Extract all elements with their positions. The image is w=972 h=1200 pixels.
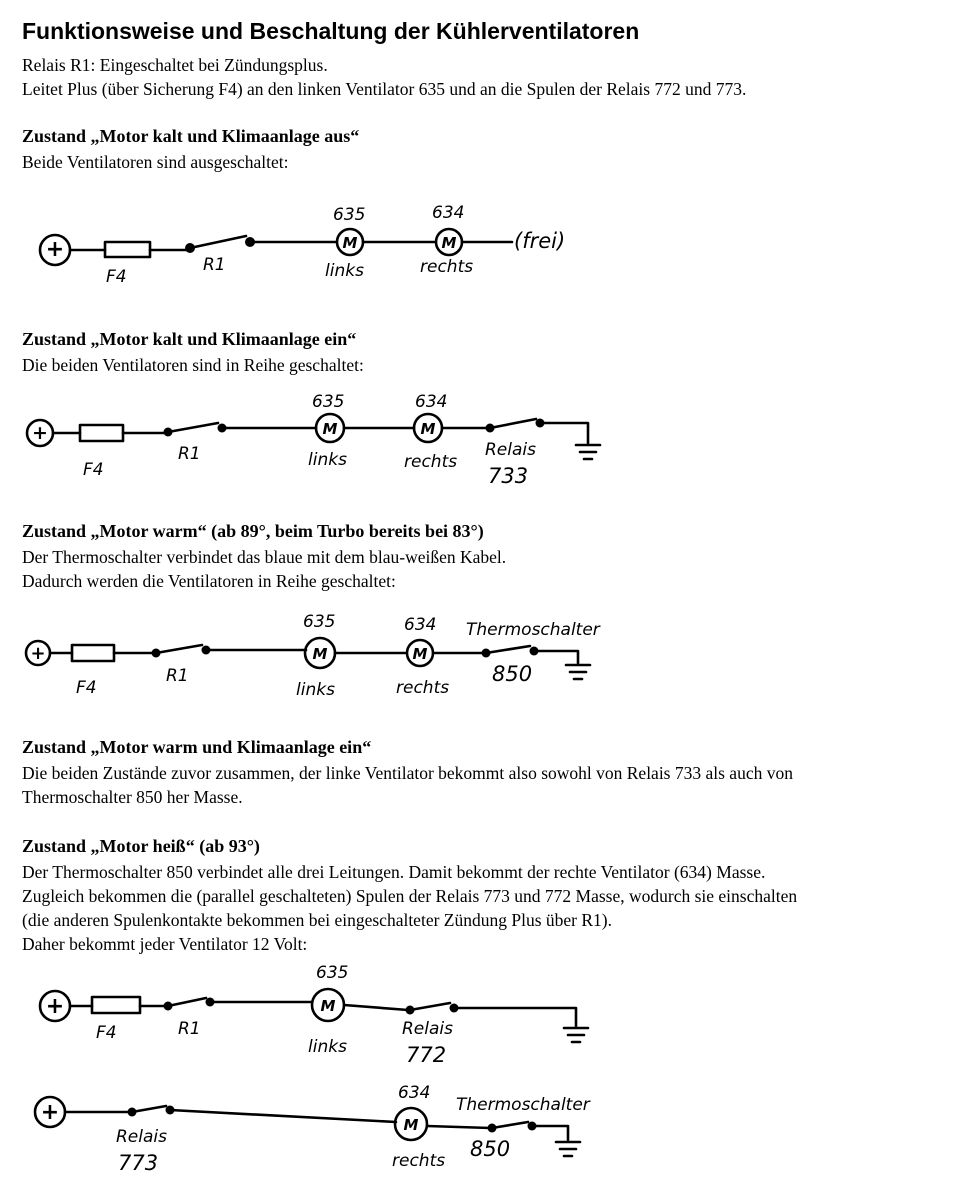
motor-symbol: M — [441, 234, 457, 252]
relais-733-label: 733 — [488, 464, 529, 488]
circuit-diagram-hot-right — [0, 1080, 972, 1200]
ground-icon — [576, 445, 600, 459]
fan-left-label: links — [308, 450, 347, 470]
fan-635-label: 635 — [303, 612, 336, 632]
section-text: Beide Ventilatoren sind ausgeschaltet: — [22, 152, 289, 172]
fan-right-label: rechts — [392, 1151, 446, 1171]
thermoswitch-label: Thermoschalter — [456, 1095, 590, 1115]
thermoswitch-icon — [492, 1122, 528, 1128]
relay-switch-icon — [190, 236, 246, 248]
fan-right-label: rechts — [396, 678, 450, 698]
motor-symbol: M — [312, 645, 328, 663]
relais-label: Relais — [485, 440, 536, 460]
fuse-label: F4 — [83, 460, 104, 480]
intro-line-2: Leitet Plus (über Sicherung F4) an den linken Ventilator 635 und an die Spulen der Relais 772 und 773. — [22, 79, 747, 99]
motor-symbol: M — [342, 234, 358, 252]
circuit-diagram-cold-ac-on — [0, 385, 972, 495]
thermo-850-label: 850 — [492, 662, 533, 686]
section-heading-cold-ac-off: Zustand „Motor kalt und Klimaanlage aus“ — [22, 126, 360, 146]
ground-icon — [564, 1028, 588, 1042]
section-text: Thermoschalter 850 her Masse. — [22, 787, 243, 807]
fan-left-label: links — [296, 680, 335, 700]
plus-symbol: + — [32, 422, 48, 444]
plus-symbol: + — [45, 237, 65, 262]
motor-symbol: M — [412, 645, 428, 663]
fuse-icon — [72, 645, 114, 661]
section-heading-hot: Zustand „Motor heiß“ (ab 93°) — [22, 836, 260, 856]
section-text: Der Thermoschalter verbindet das blaue mit dem blau-weißen Kabel. — [22, 547, 507, 567]
intro-line-1: Relais R1: Eingeschaltet bei Zündungsplus. — [22, 55, 328, 75]
relay-r1-label: R1 — [166, 666, 189, 686]
fuse-label: F4 — [96, 1023, 117, 1043]
plus-symbol: + — [45, 994, 65, 1019]
circuit-diagram-hot-left — [0, 960, 972, 1070]
section-heading-warm-ac-on: Zustand „Motor warm und Klimaanlage ein“ — [22, 737, 372, 757]
plus-symbol: + — [30, 643, 46, 664]
relay-switch-icon — [168, 423, 218, 432]
motor-symbol: M — [320, 997, 336, 1015]
relay-switch-icon — [410, 1003, 450, 1010]
relay-r1-label: R1 — [178, 1019, 201, 1039]
section-text: Dadurch werden die Ventilatoren in Reihe geschaltet: — [22, 571, 396, 591]
relay-r1-label: R1 — [178, 444, 201, 464]
motor-symbol: M — [403, 1116, 419, 1134]
thermoswitch-label: Thermoschalter — [466, 620, 600, 640]
section-text: Der Thermoschalter 850 verbindet alle drei Leitungen. Damit bekommt der rechte Ventilator (634) Masse. — [22, 862, 766, 882]
relais-label: Relais — [402, 1019, 453, 1039]
circuit-diagram-warm — [0, 605, 972, 710]
fan-634-label: 634 — [398, 1083, 431, 1103]
page-title: Funktionsweise und Beschaltung der Kühlerventilatoren — [22, 18, 640, 44]
fan-left-label: links — [308, 1037, 347, 1057]
relay-switch-icon — [168, 998, 206, 1006]
relay-switch-icon — [132, 1106, 166, 1112]
fan-right-label: rechts — [420, 257, 474, 277]
thermoswitch-icon — [486, 646, 530, 653]
fuse-icon — [80, 425, 123, 441]
fuse-label: F4 — [76, 678, 97, 698]
fan-634-label: 634 — [415, 392, 448, 412]
thermo-850-label: 850 — [470, 1137, 511, 1161]
fan-left-label: links — [325, 261, 364, 281]
motor-symbol: M — [322, 420, 338, 438]
plus-symbol: + — [40, 1100, 60, 1125]
relais-772-label: 772 — [406, 1043, 447, 1067]
fan-635-label: 635 — [312, 392, 345, 412]
fan-635-label: 635 — [333, 205, 366, 225]
section-text: Zugleich bekommen die (parallel geschalteten) Spulen der Relais 773 und 772 Masse, wodurch sie einschalten — [22, 886, 798, 906]
ground-icon — [556, 1142, 580, 1156]
relay-switch-icon — [490, 419, 536, 428]
section-heading-warm: Zustand „Motor warm“ (ab 89°, beim Turbo bereits bei 83°) — [22, 521, 484, 541]
section-text: Die beiden Ventilatoren sind in Reihe geschaltet: — [22, 355, 364, 375]
relay-r1-label: R1 — [203, 255, 226, 275]
fan-634-label: 634 — [404, 615, 437, 635]
motor-symbol: M — [420, 420, 436, 438]
fan-right-label: rechts — [404, 452, 458, 472]
relais-773-label: 773 — [118, 1151, 159, 1175]
fan-635-label: 635 — [316, 963, 349, 983]
relais-label: Relais — [116, 1127, 167, 1147]
relay-switch-icon — [156, 645, 202, 653]
section-text: Die beiden Zustände zuvor zusammen, der linke Ventilator bekommt also sowohl von Relais 733 als auch von — [22, 763, 793, 783]
fuse-icon — [105, 242, 150, 257]
ground-icon — [566, 665, 590, 679]
section-text: Daher bekommt jeder Ventilator 12 Volt: — [22, 934, 308, 954]
fuse-label: F4 — [106, 267, 127, 287]
free-end-label: (frei) — [514, 229, 566, 253]
fuse-icon — [92, 997, 140, 1013]
circuit-diagram-cold-ac-off — [0, 190, 972, 300]
section-text: (die anderen Spulenkontakte bekommen bei eingeschalteter Zündung Plus über R1). — [22, 910, 612, 930]
section-heading-cold-ac-on: Zustand „Motor kalt und Klimaanlage ein“ — [22, 329, 357, 349]
fan-634-label: 634 — [432, 203, 465, 223]
